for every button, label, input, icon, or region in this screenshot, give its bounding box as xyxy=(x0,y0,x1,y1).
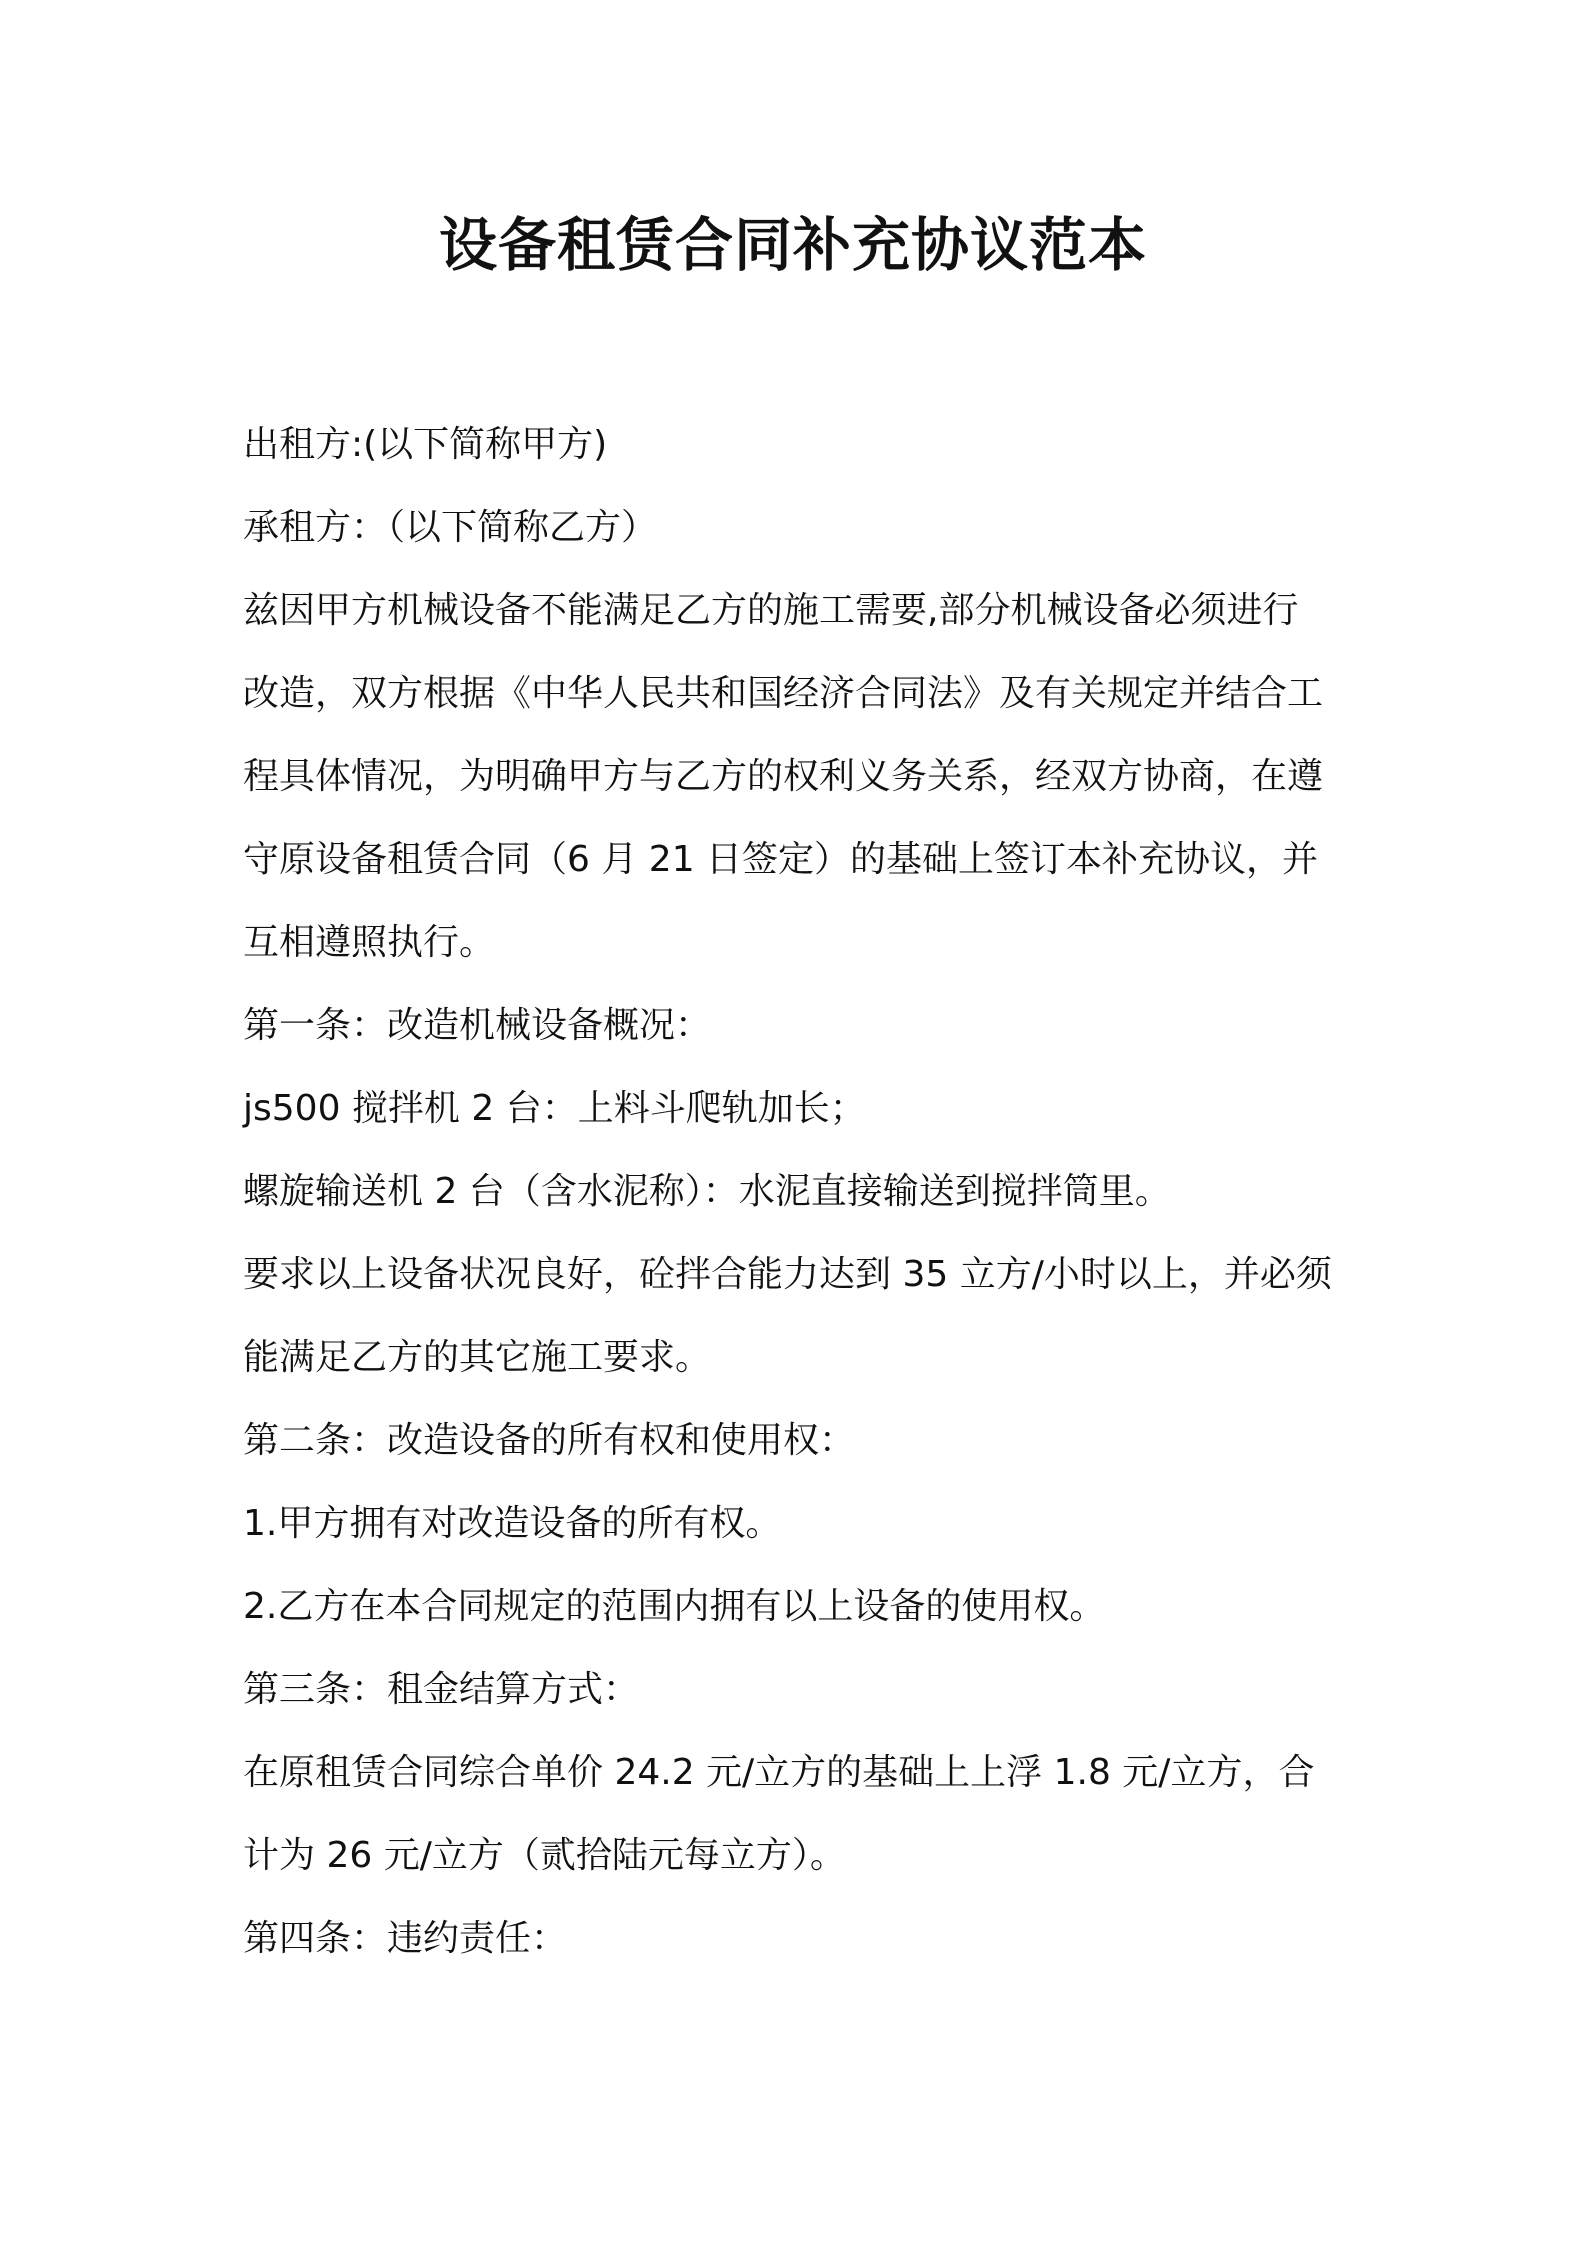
article1-item: js500 搅拌机 2 台：上料斗爬轨加长； xyxy=(243,1088,866,1129)
article2-heading: 第二条：改造设备的所有权和使用权： xyxy=(243,1420,856,1461)
preamble-line: 互相遵照执行。 xyxy=(243,922,496,963)
preamble-line: 程具体情况，为明确甲方与乙方的权利义务关系，经双方协商，在遵 xyxy=(243,756,1324,797)
article4-heading: 第四条：违约责任： xyxy=(243,1918,568,1959)
article1-item: 螺旋输送机 2 台（含水泥称）：水泥直接输送到搅拌筒里。 xyxy=(243,1171,1171,1212)
document-body xyxy=(243,403,1351,1980)
article1-requirement-line: 能满足乙方的其它施工要求。 xyxy=(243,1337,712,1378)
preamble-line: 兹因甲方机械设备不能满足乙方的施工需要,部分机械设备必须进行 xyxy=(243,590,1299,631)
article2-item: 1.甲方拥有对改造设备的所有权。 xyxy=(243,1503,782,1544)
article3-line: 在原租赁合同综合单价 24.2 元/立方的基础上上浮 1.8 元/立方，合 xyxy=(243,1752,1315,1793)
article1-requirement-line: 要求以上设备状况良好，砼拌合能力达到 35 立方/小时以上，并必须 xyxy=(243,1254,1332,1295)
preamble-line: 改造，双方根据《中华人民共和国经济合同法》及有关规定并结合工 xyxy=(243,673,1324,714)
preamble-line: 守原设备租赁合同（6 月 21 日签定）的基础上签订本补充协议，并 xyxy=(243,839,1319,880)
lessee-line: 承租方：（以下简称乙方） xyxy=(243,507,658,548)
article2-item: 2.乙方在本合同规定的范围内拥有以上设备的使用权。 xyxy=(243,1586,1106,1627)
preamble-paragraph xyxy=(243,569,1351,984)
article3-heading: 第三条：租金结算方式： xyxy=(243,1669,640,1710)
lessor-line: 出租方:(以下简称甲方) xyxy=(243,424,608,465)
article3-line: 计为 26 元/立方（贰拾陆元每立方）。 xyxy=(243,1835,846,1876)
article1-heading: 第一条：改造机械设备概况： xyxy=(243,1005,712,1046)
document-title: 设备租赁合同补充协议范本 xyxy=(438,211,1147,279)
